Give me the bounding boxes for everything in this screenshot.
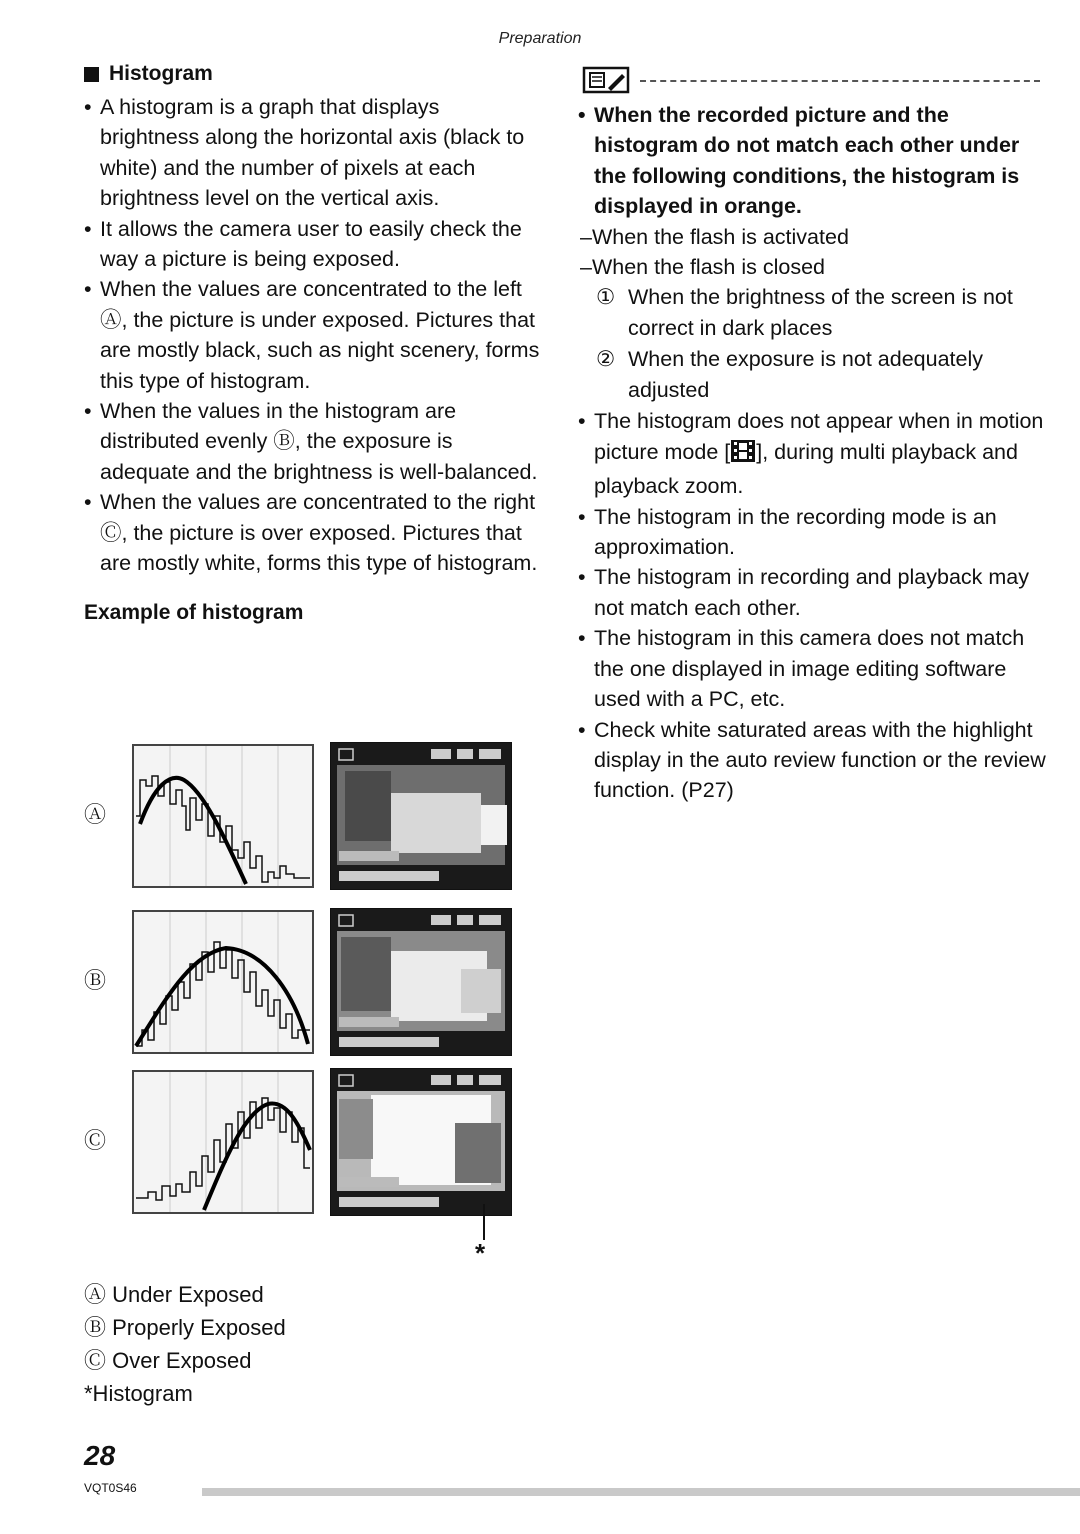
note-bullets-more — [578, 406, 1048, 805]
example-row-b — [84, 910, 514, 1058]
list-item: • Check white saturated areas with the highlight display in the auto review function or the review function. (P27) — [578, 715, 1048, 806]
left-column — [84, 62, 544, 625]
list-item: • The histogram in the recording mode is an approximation. — [578, 502, 1048, 563]
lcd-preview-proper — [330, 908, 512, 1056]
note-icon — [582, 66, 630, 94]
list-item: • When the values are concentrated to the right Ⓒ, the picture is over exposed. Pictures that are mostly white, forms this type of histogram. — [84, 487, 544, 578]
dash-item: –When the flash is activated — [580, 224, 849, 249]
numbered-marker: ① — [596, 285, 616, 310]
row-letter: Ⓒ — [84, 1128, 107, 1153]
histogram-bullets — [84, 92, 544, 579]
motion-text-b: ], during multi playback and playback zoom. — [594, 439, 1018, 499]
list-item: • When the recorded picture and the histogram do not match each other under the following conditions, the histogram is displayed in orange. — [578, 100, 1048, 222]
note-divider — [640, 80, 1040, 82]
list-item: • The histogram in recording and playback may not match each other. — [578, 562, 1048, 623]
legend — [84, 1278, 286, 1410]
histogram-graph-over — [132, 1070, 314, 1214]
numbered-text: When the exposure is not adequately adjusted — [628, 347, 983, 403]
lcd-preview-under — [330, 742, 512, 890]
example-title: Example of histogram — [84, 600, 304, 624]
legend-item: *Histogram — [84, 1381, 193, 1406]
histogram-graph-proper — [132, 910, 314, 1054]
histogram-graph-under — [132, 744, 314, 888]
note-bullets — [578, 100, 1048, 222]
row-letter: Ⓐ — [84, 802, 107, 827]
example-row-c — [84, 1070, 514, 1218]
footer-bar — [202, 1488, 1080, 1496]
section-title — [84, 62, 544, 86]
star-marker: * — [475, 1238, 486, 1268]
list-item: • It allows the camera user to easily check the way a picture is being exposed. — [84, 214, 544, 275]
legend-item: Ⓐ Under Exposed — [84, 1282, 264, 1307]
film-icon — [730, 439, 756, 471]
section-title-text: Histogram — [109, 62, 213, 85]
lcd-preview-over — [330, 1068, 512, 1216]
model-code: VQT0S46 — [84, 1481, 137, 1495]
numbered-text: When the brightness of the screen is not correct in dark places — [628, 285, 1013, 341]
numbered-marker: ② — [596, 347, 616, 372]
legend-item: Ⓑ Properly Exposed — [84, 1315, 286, 1340]
dash-item: –When the flash is closed — [580, 255, 825, 280]
row-letter: Ⓑ — [84, 968, 107, 993]
numbered-item — [578, 344, 1048, 406]
example-row-a — [84, 744, 514, 892]
numbered-item — [578, 282, 1048, 344]
list-item: • A histogram is a graph that displays brightness along the horizontal axis (black to white) and the number of pixels at each brightness level on the vertical axis. — [84, 92, 544, 214]
page-number: 28 — [84, 1440, 116, 1471]
list-item: • The histogram in this camera does not match the one displayed in image editing software used with a PC, etc. — [578, 623, 1048, 714]
legend-item: Ⓒ Over Exposed — [84, 1348, 252, 1373]
star-pointer-line — [483, 1204, 485, 1240]
square-bullet-icon — [84, 67, 99, 82]
motion-text-a: The histogram does not appear when in motion picture mode [ — [594, 409, 1044, 464]
right-column — [578, 100, 1048, 806]
running-header: Preparation — [498, 30, 582, 47]
list-item: • When the values are concentrated to the left Ⓐ, the picture is under exposed. Pictures that are mostly black, such as night scenery, forms this type of histogram. — [84, 274, 544, 396]
list-item — [578, 406, 1048, 501]
list-item: • When the values in the histogram are distributed evenly Ⓑ, the exposure is adequate and the brightness is well-balanced. — [84, 396, 544, 487]
